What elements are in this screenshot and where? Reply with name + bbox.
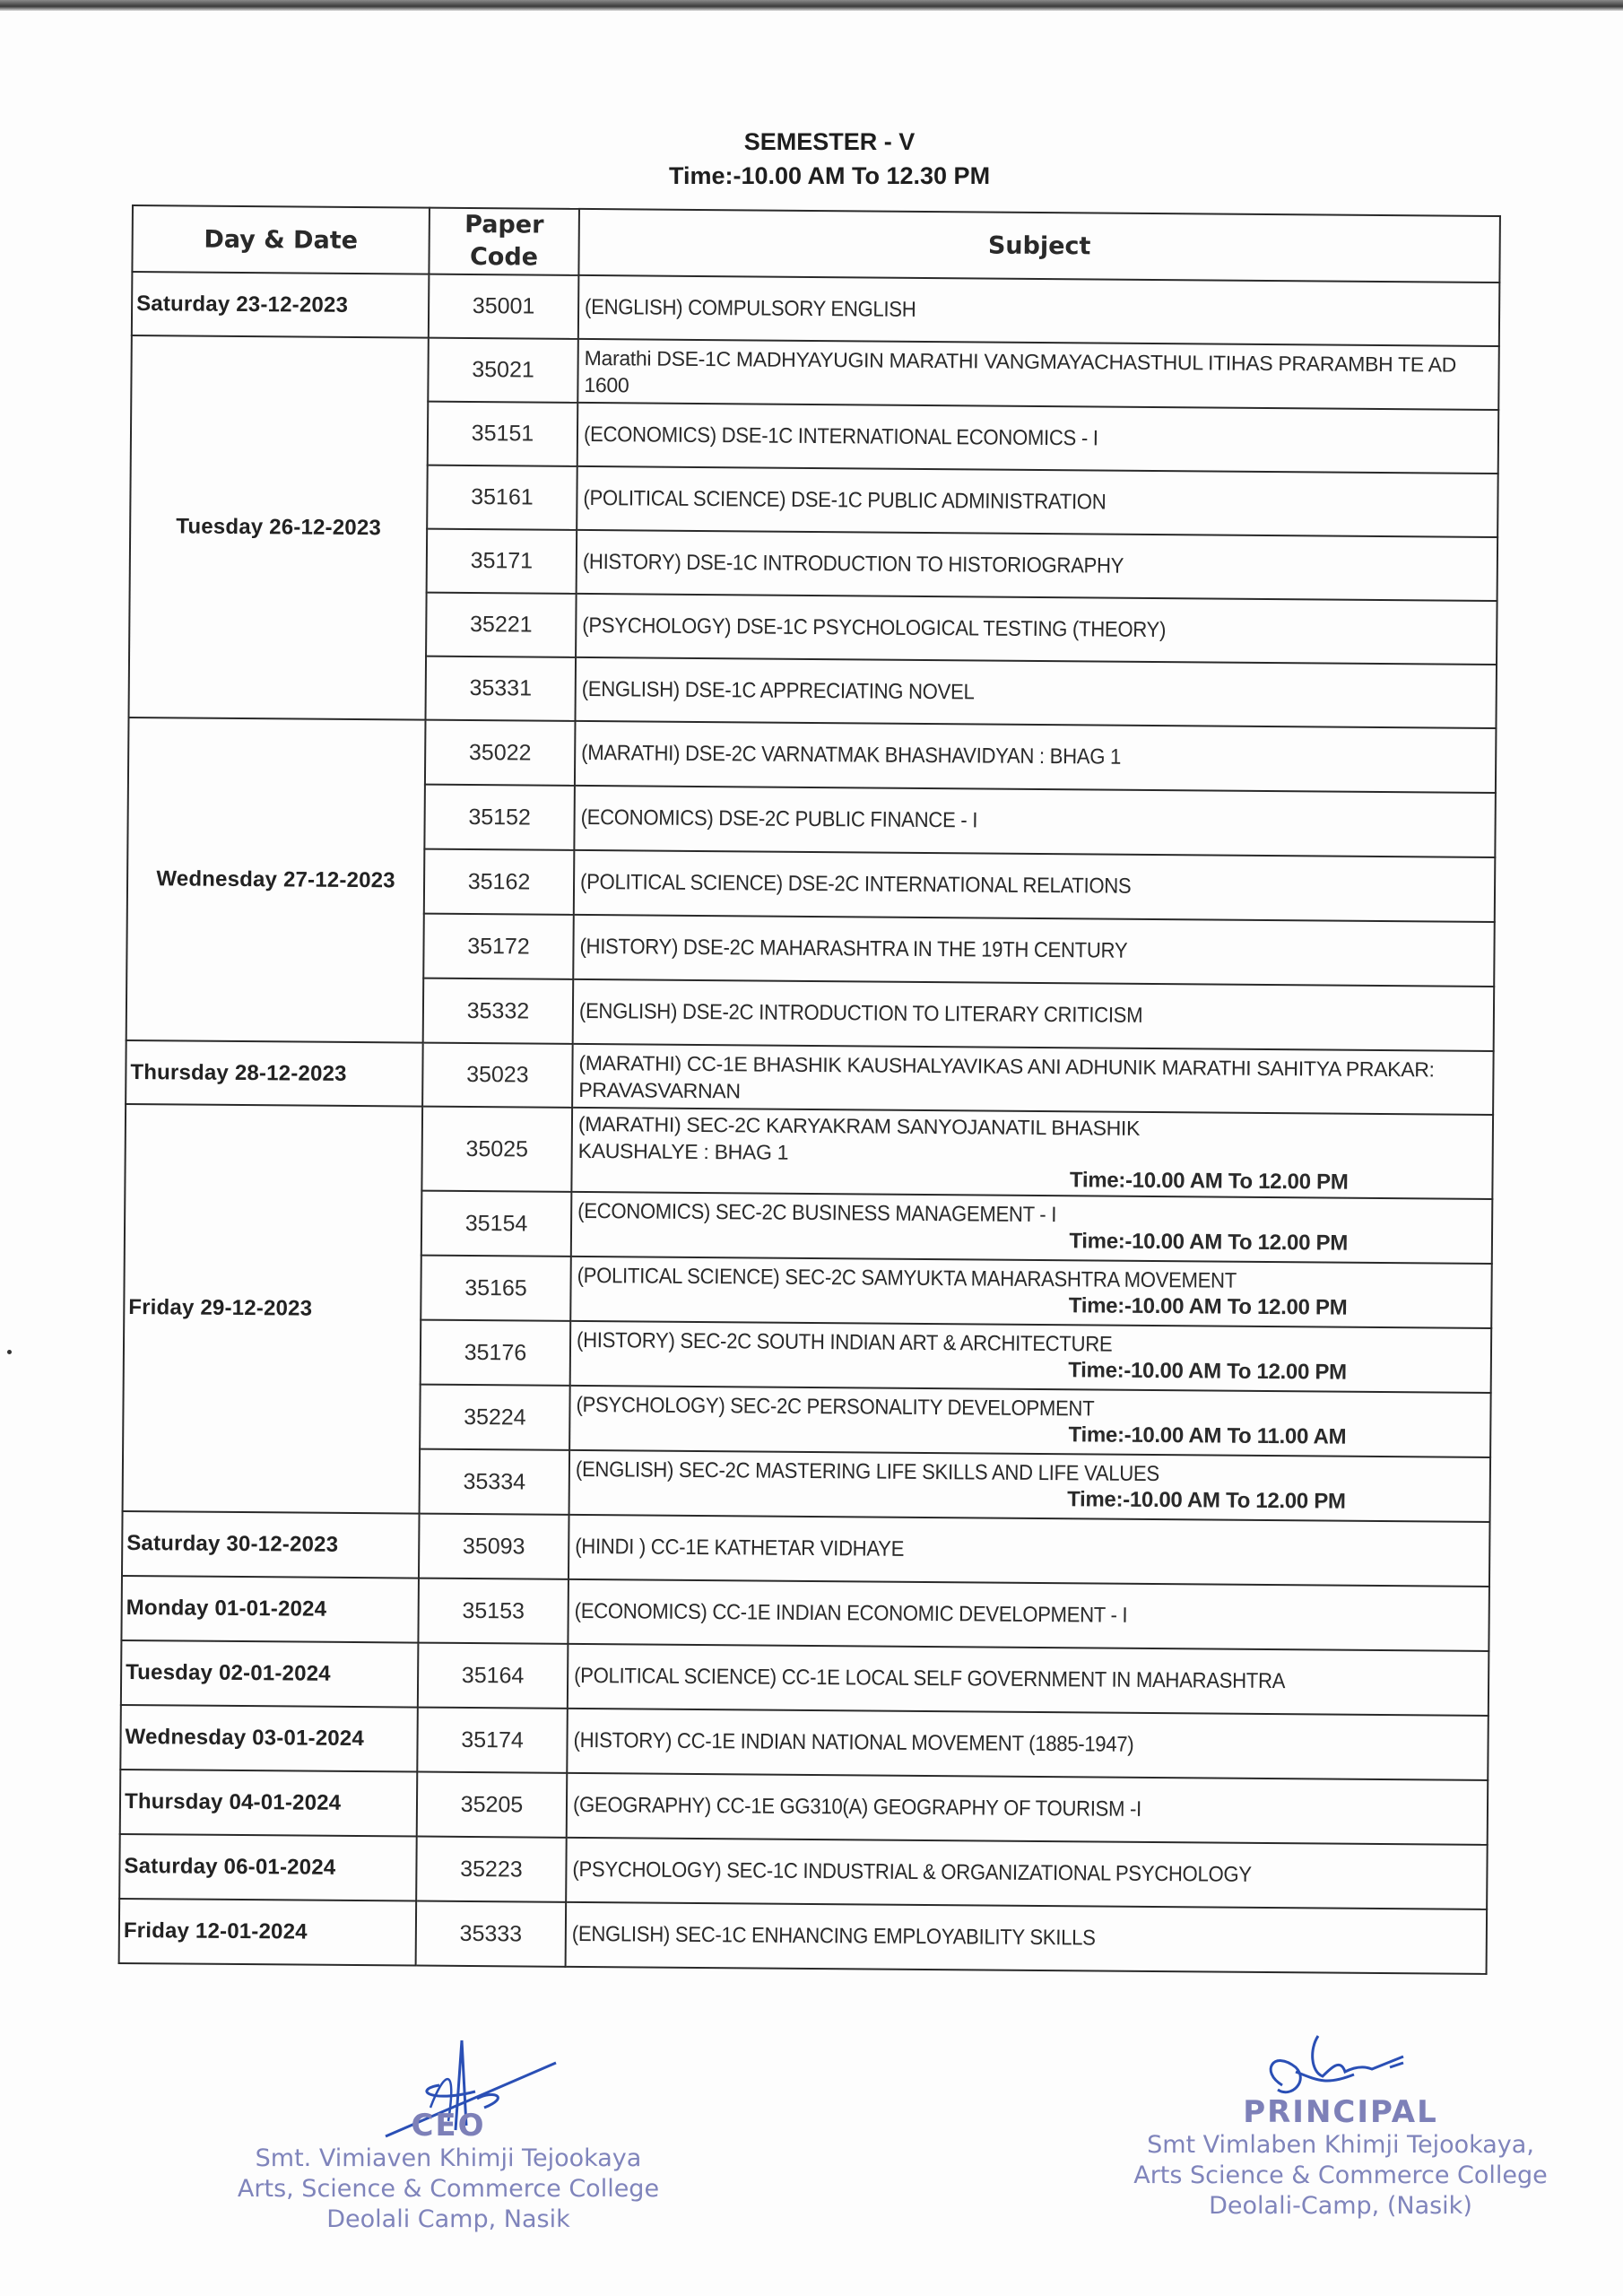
subject-text: (POLITICAL SCIENCE) DSE-1C PUBLIC ADMINISTRATION — [583, 485, 1107, 515]
principal-stamp-line: Deolali-Camp, (Nasik) — [1209, 2192, 1472, 2220]
header-day-date: Day & Date — [132, 205, 430, 274]
subject-text: (MARATHI) SEC-2C KARYAKRAM SANYOJANATIL BHASHIK KAUSHALYE : BHAG 1 — [577, 1111, 1141, 1164]
subject-text: (HISTORY) DSE-2C MAHARASHTRA IN THE 19TH CENTURY — [579, 934, 1128, 963]
subject-cell — [577, 403, 1499, 474]
subject-text: (HISTORY) SEC-2C SOUTH INDIAN ART & ARCHITECTURE — [576, 1327, 1113, 1357]
header-paper-code — [429, 208, 579, 275]
subject-cell — [577, 466, 1498, 537]
table-row — [131, 335, 1499, 410]
ceo-stamp-line: Smt. Vimiaven Khimji Tejookaya — [255, 2144, 642, 2172]
day-date-cell: Tuesday 26-12-2023 — [129, 335, 429, 720]
subject-cell — [568, 1644, 1489, 1716]
paper-code-cell: 35174 — [417, 1708, 568, 1773]
table-row — [121, 1640, 1489, 1716]
timetable — [118, 204, 1501, 1975]
subject-cell — [571, 1192, 1493, 1264]
table-row — [121, 1576, 1489, 1651]
paper-code-cell: 35332 — [423, 978, 574, 1044]
day-date-cell: Saturday 23-12-2023 — [132, 272, 430, 338]
day-date-cell: Wednesday 03-01-2024 — [120, 1705, 418, 1772]
principal-stamp-title: PRINCIPAL — [1243, 2094, 1438, 2130]
table-row — [128, 718, 1497, 793]
subject-text: (GEOGRAPHY) CC-1E GG310(A) GEOGRAPHY OF TOURISM -I — [572, 1792, 1142, 1822]
scan-artifact — [7, 1350, 12, 1354]
paper-code-cell: 35165 — [421, 1256, 571, 1321]
subject-text: (ENGLISH) SEC-1C ENHANCING EMPLOYABILITY SKILLS — [571, 1921, 1096, 1951]
paper-code-cell: 35224 — [420, 1385, 570, 1450]
subject-text: (PSYCHOLOGY) SEC-1C INDUSTRIAL & ORGANIZATIONAL PSYCHOLOGY — [572, 1857, 1252, 1887]
subject-text: (ENGLISH) DSE-1C APPRECIATING NOVEL — [581, 676, 975, 704]
subject-text: (HISTORY) CC-1E INDIAN NATIONAL MOVEMENT (1885-1947) — [573, 1727, 1134, 1757]
paper-code-cell: 35171 — [427, 529, 577, 594]
paper-code-cell: 35161 — [427, 465, 577, 530]
subject-cell — [570, 1257, 1492, 1328]
subject-cell — [569, 1450, 1491, 1522]
paper-code-cell: 35025 — [421, 1107, 572, 1192]
subject-text: (ENGLISH) DSE-2C INTRODUCTION TO LITERARY CRITICISM — [578, 998, 1143, 1028]
paper-code-cell: 35205 — [417, 1772, 568, 1838]
paper-code-cell: 35176 — [421, 1320, 571, 1386]
time-note: Time:-10.00 AM To 12.00 PM — [1067, 1487, 1346, 1514]
day-date-cell: Saturday 06-01-2024 — [119, 1834, 417, 1901]
paper-code-cell: 35152 — [424, 785, 575, 850]
table-row — [120, 1705, 1488, 1780]
paper-code-cell: 35221 — [426, 593, 577, 657]
subject-cell — [566, 1838, 1488, 1909]
day-date-cell: Thursday 28-12-2023 — [126, 1040, 423, 1107]
header-paper-code-label: Paper Code — [464, 210, 544, 272]
paper-code-cell: 35153 — [418, 1578, 568, 1644]
subject-cell — [569, 1386, 1491, 1457]
paper-code-cell: 35154 — [421, 1191, 572, 1257]
subject-cell — [568, 1515, 1490, 1587]
paper-code-cell: 35022 — [425, 720, 576, 786]
table-row — [132, 272, 1500, 346]
subject-cell — [574, 850, 1496, 922]
subject-cell — [572, 1044, 1494, 1115]
ceo-stamp-title: CEO — [411, 2108, 486, 2144]
subject-cell — [575, 721, 1497, 793]
paper-code-cell: 35164 — [418, 1643, 568, 1709]
principal-stamp — [1107, 2094, 1574, 2222]
subject-text: (ECONOMICS) SEC-2C BUSINESS MANAGEMENT - I — [577, 1198, 1057, 1228]
day-date-cell: Thursday 04-01-2024 — [120, 1770, 418, 1837]
subject-cell — [567, 1709, 1488, 1780]
header-row — [132, 205, 1500, 283]
subject-cell — [567, 1773, 1488, 1845]
subject-cell — [568, 1579, 1489, 1651]
subject-cell — [574, 786, 1496, 857]
subject-cell — [576, 594, 1497, 665]
day-date-cell: Monday 01-01-2024 — [121, 1576, 419, 1643]
subject-text: (ENGLISH) COMPULSORY ENGLISH — [585, 294, 916, 322]
header-subject: Subject — [578, 209, 1500, 283]
time-note: Time:-10.00 AM To 12.00 PM — [1068, 1293, 1348, 1320]
paper-code-cell: 35023 — [422, 1043, 573, 1108]
subject-text: (POLITICAL SCIENCE) DSE-2C INTERNATIONAL RELATIONS — [579, 869, 1132, 899]
day-date-cell: Saturday 30-12-2023 — [122, 1511, 420, 1578]
paper-code-cell: 35333 — [416, 1901, 567, 1967]
paper-code-cell: 35001 — [429, 274, 579, 339]
subject-text: (ENGLISH) SEC-2C MASTERING LIFE SKILLS AND LIFE VALUES — [575, 1457, 1159, 1487]
subject-cell — [575, 657, 1497, 728]
principal-stamp-line: Smt Vimlaben Khimji Tejookaya, — [1147, 2131, 1534, 2159]
timetable-table — [118, 204, 1501, 1975]
table-row — [126, 1040, 1494, 1115]
subject-text: (ECONOMICS) CC-1E INDIAN ECONOMIC DEVELOPMENT - I — [574, 1598, 1128, 1628]
subject-text: (ECONOMICS) DSE-2C PUBLIC FINANCE - I — [580, 804, 978, 833]
subject-cell — [577, 339, 1499, 410]
time-note: Time:-10.00 AM To 12.00 PM — [1068, 1358, 1347, 1385]
paper-code-cell: 35093 — [419, 1514, 569, 1579]
subject-cell — [573, 915, 1495, 987]
paper-code-cell: 35162 — [424, 849, 575, 915]
ceo-stamp-line: Deolali Camp, Nasik — [326, 2205, 570, 2233]
subject-text: (MARATHI) CC-1E BHASHIK KAUSHALYAVIKAS ANI ADHUNIK MARATHI SAHITYA PRAKAR: PRAVASVARNAN — [578, 1050, 1435, 1102]
subject-text: (POLITICAL SCIENCE) SEC-2C SAMYUKTA MAHARASHTRA MOVEMENT — [577, 1263, 1237, 1293]
ceo-stamp — [215, 2108, 681, 2235]
paper-code-cell: 35334 — [420, 1449, 570, 1515]
subject-text: (MARATHI) DSE-2C VARNATMAK BHASHAVIDYAN : BHAG 1 — [581, 740, 1122, 770]
table-row — [122, 1511, 1490, 1587]
ceo-stamp-line: Arts, Science & Commerce College — [237, 2175, 660, 2203]
paper-code-cell: 35172 — [423, 914, 574, 979]
paper-code-cell: 35151 — [428, 402, 578, 466]
day-date-cell: Wednesday 27-12-2023 — [126, 718, 426, 1043]
subject-cell — [577, 530, 1498, 601]
time-note: Time:-10.00 AM To 12.00 PM — [1069, 1168, 1349, 1195]
subject-cell — [573, 979, 1495, 1051]
paper-code-cell: 35331 — [425, 657, 576, 721]
time-note: Time:-10.00 AM To 11.00 AM — [1068, 1422, 1347, 1449]
day-date-cell: Friday 12-01-2024 — [119, 1899, 417, 1966]
subject-text: (PSYCHOLOGY) DSE-1C PSYCHOLOGICAL TESTING (THEORY) — [582, 613, 1167, 642]
subject-text: (HISTORY) DSE-1C INTRODUCTION TO HISTORIOGRAPHY — [582, 549, 1124, 578]
subject-cell — [571, 1108, 1493, 1199]
subject-text: Marathi DSE-1C MADHYAYUGIN MARATHI VANGMAYACHASTHUL ITIHAS PRARAMBH TE AD 1600 — [584, 345, 1457, 396]
time-note: Time:-10.00 AM To 12.00 PM — [1069, 1229, 1349, 1256]
semester-title: SEMESTER - V — [743, 128, 916, 155]
table-row — [125, 1104, 1493, 1199]
day-date-cell: Tuesday 02-01-2024 — [121, 1640, 419, 1708]
subject-cell — [570, 1321, 1492, 1393]
table-row — [119, 1899, 1488, 1974]
subject-text: (HINDI ) CC-1E KATHETAR VIDHAYE — [575, 1534, 905, 1561]
paper-code-cell: 35223 — [416, 1837, 567, 1902]
paper-code-cell: 35021 — [428, 338, 578, 403]
subject-cell — [578, 275, 1500, 346]
day-date-cell: Friday 29-12-2023 — [123, 1104, 423, 1514]
exam-time: Time:-10.00 AM To 12.30 PM — [668, 162, 991, 189]
table-row — [120, 1770, 1488, 1845]
scan-top-edge — [0, 0, 1623, 11]
subject-text: (PSYCHOLOGY) SEC-2C PERSONALITY DEVELOPMENT — [576, 1392, 1095, 1422]
principal-stamp-line: Arts Science & Commerce College — [1133, 2161, 1548, 2189]
subject-text: (ECONOMICS) DSE-1C INTERNATIONAL ECONOMICS - I — [583, 422, 1098, 450]
subject-cell — [566, 1902, 1488, 1974]
table-row — [119, 1834, 1488, 1909]
subject-text: (POLITICAL SCIENCE) CC-1E LOCAL SELF GOVERNMENT IN MAHARASHTRA — [574, 1663, 1286, 1694]
